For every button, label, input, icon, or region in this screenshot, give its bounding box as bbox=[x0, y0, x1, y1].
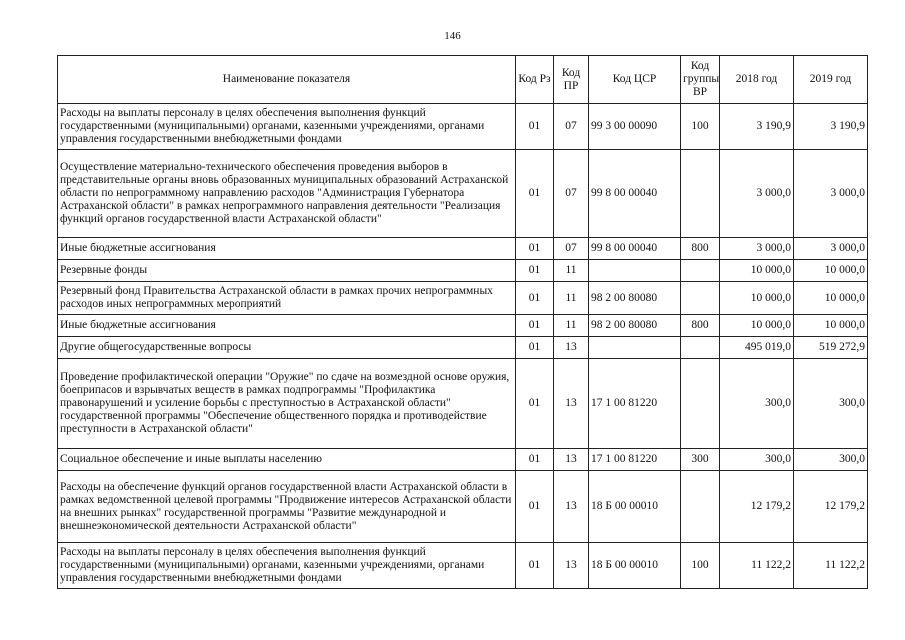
row-csr: 99 3 00 00090 bbox=[589, 104, 681, 150]
row-rz: 01 bbox=[516, 238, 554, 260]
row-name: Расходы на выплаты персоналу в целях обеспечения выполнения функций государственными (муниципальными) органами, казенными учреждениями, органами управления государственными внебюджетными фондами bbox=[58, 543, 516, 589]
row-rz: 01 bbox=[516, 471, 554, 543]
row-vr: 800 bbox=[681, 238, 720, 260]
row-name: Иные бюджетные ассигнования bbox=[58, 238, 516, 260]
row-2019: 300,0 bbox=[794, 449, 868, 471]
row-2019: 11 122,2 bbox=[794, 543, 868, 589]
row-rz: 01 bbox=[516, 315, 554, 337]
row-name: Другие общегосударственные вопросы bbox=[58, 337, 516, 359]
table-row bbox=[58, 315, 868, 337]
table-row bbox=[58, 260, 868, 282]
row-rz: 01 bbox=[516, 359, 554, 449]
row-rz: 01 bbox=[516, 337, 554, 359]
row-vr bbox=[681, 150, 720, 238]
header-name: Наименование показателя bbox=[58, 56, 516, 104]
row-pr: 07 bbox=[554, 150, 589, 238]
row-name: Проведение профилактической операции "Оружие" по сдаче на возмездной основе оружия, боеприпасов и взрывчатых веществ в рамках подпрограммы "Профилактика правонарушений и усиление борьбы с преступностью в Астраханской области" государственной программы "Обеспечение общественного порядка и противодействие преступности в Астраханской области" bbox=[58, 359, 516, 449]
row-2019: 3 000,0 bbox=[794, 238, 868, 260]
table-row bbox=[58, 471, 868, 543]
row-2019: 300,0 bbox=[794, 359, 868, 449]
table-row bbox=[58, 150, 868, 238]
row-csr bbox=[589, 260, 681, 282]
row-vr bbox=[681, 282, 720, 315]
table-row bbox=[58, 359, 868, 449]
row-csr: 98 2 00 80080 bbox=[589, 282, 681, 315]
row-2018: 11 122,2 bbox=[720, 543, 794, 589]
table-row bbox=[58, 337, 868, 359]
row-pr: 11 bbox=[554, 282, 589, 315]
row-2018: 300,0 bbox=[720, 449, 794, 471]
row-rz: 01 bbox=[516, 282, 554, 315]
table-header-row bbox=[58, 56, 868, 104]
row-2019: 10 000,0 bbox=[794, 282, 868, 315]
row-rz: 01 bbox=[516, 150, 554, 238]
header-vr: Код группы ВР bbox=[681, 56, 720, 104]
row-2019: 519 272,9 bbox=[794, 337, 868, 359]
header-2019: 2019 год bbox=[794, 56, 868, 104]
row-pr: 07 bbox=[554, 238, 589, 260]
table-row bbox=[58, 104, 868, 150]
budget-table bbox=[57, 55, 868, 589]
row-vr: 100 bbox=[681, 543, 720, 589]
row-rz: 01 bbox=[516, 543, 554, 589]
row-2018: 10 000,0 bbox=[720, 282, 794, 315]
table-row bbox=[58, 449, 868, 471]
row-vr: 800 bbox=[681, 315, 720, 337]
row-2018: 12 179,2 bbox=[720, 471, 794, 543]
row-vr bbox=[681, 337, 720, 359]
row-pr: 07 bbox=[554, 104, 589, 150]
row-rz: 01 bbox=[516, 449, 554, 471]
row-name: Иные бюджетные ассигнования bbox=[58, 315, 516, 337]
header-rz: Код Рз bbox=[516, 56, 554, 104]
header-2018: 2018 год bbox=[720, 56, 794, 104]
row-pr: 13 bbox=[554, 543, 589, 589]
row-pr: 13 bbox=[554, 359, 589, 449]
row-name: Резервный фонд Правительства Астраханской области в рамках прочих непрограммных расходов иных непрограммных мероприятий bbox=[58, 282, 516, 315]
header-pr: Код ПР bbox=[554, 56, 589, 104]
row-csr: 17 1 00 81220 bbox=[589, 449, 681, 471]
table-row bbox=[58, 543, 868, 589]
row-vr bbox=[681, 359, 720, 449]
row-pr: 11 bbox=[554, 260, 589, 282]
row-name: Социальное обеспечение и иные выплаты населению bbox=[58, 449, 516, 471]
row-2018: 300,0 bbox=[720, 359, 794, 449]
row-pr: 13 bbox=[554, 337, 589, 359]
row-2018: 3 000,0 bbox=[720, 150, 794, 238]
table-row bbox=[58, 282, 868, 315]
page-number: 146 bbox=[444, 30, 461, 42]
row-csr: 99 8 00 00040 bbox=[589, 238, 681, 260]
row-2018: 10 000,0 bbox=[720, 260, 794, 282]
row-rz: 01 bbox=[516, 104, 554, 150]
row-vr bbox=[681, 471, 720, 543]
row-csr: 18 Б 00 00010 bbox=[589, 543, 681, 589]
table-row bbox=[58, 238, 868, 260]
row-csr: 17 1 00 81220 bbox=[589, 359, 681, 449]
row-csr: 99 8 00 00040 bbox=[589, 150, 681, 238]
row-vr: 100 bbox=[681, 104, 720, 150]
row-csr: 18 Б 00 00010 bbox=[589, 471, 681, 543]
row-name: Осуществление материально-технического обеспечения проведения выборов в представительные органы вновь образованных муниципальных образований Астраханской области по непрограммному направлению расходов "Администрация Губернатора Астраханской области" в рамках непрограммного направления деятельности "Реализация функций органов государственной власти Астраханской области" bbox=[58, 150, 516, 238]
row-2018: 3 000,0 bbox=[720, 238, 794, 260]
header-csr: Код ЦСР bbox=[589, 56, 681, 104]
row-pr: 11 bbox=[554, 315, 589, 337]
row-2019: 10 000,0 bbox=[794, 315, 868, 337]
row-name: Расходы на обеспечение функций органов государственной власти Астраханской области в рамках ведомственной целевой программы "Продвижение интересов Астраханской области на внешних рынках" государственной программы "Развитие международной и внешнеэкономической деятельности Астраханской области" bbox=[58, 471, 516, 543]
row-2019: 3 190,9 bbox=[794, 104, 868, 150]
row-2019: 3 000,0 bbox=[794, 150, 868, 238]
row-csr bbox=[589, 337, 681, 359]
row-vr: 300 bbox=[681, 449, 720, 471]
row-2019: 12 179,2 bbox=[794, 471, 868, 543]
row-2018: 495 019,0 bbox=[720, 337, 794, 359]
row-rz: 01 bbox=[516, 260, 554, 282]
row-csr: 98 2 00 80080 bbox=[589, 315, 681, 337]
row-2018: 10 000,0 bbox=[720, 315, 794, 337]
row-pr: 13 bbox=[554, 449, 589, 471]
row-2019: 10 000,0 bbox=[794, 260, 868, 282]
row-vr bbox=[681, 260, 720, 282]
row-name: Расходы на выплаты персоналу в целях обеспечения выполнения функций государственными (муниципальными) органами, казенными учреждениями, органами управления государственными внебюджетными фондами bbox=[58, 104, 516, 150]
row-name: Резервные фонды bbox=[58, 260, 516, 282]
row-pr: 13 bbox=[554, 471, 589, 543]
row-2018: 3 190,9 bbox=[720, 104, 794, 150]
